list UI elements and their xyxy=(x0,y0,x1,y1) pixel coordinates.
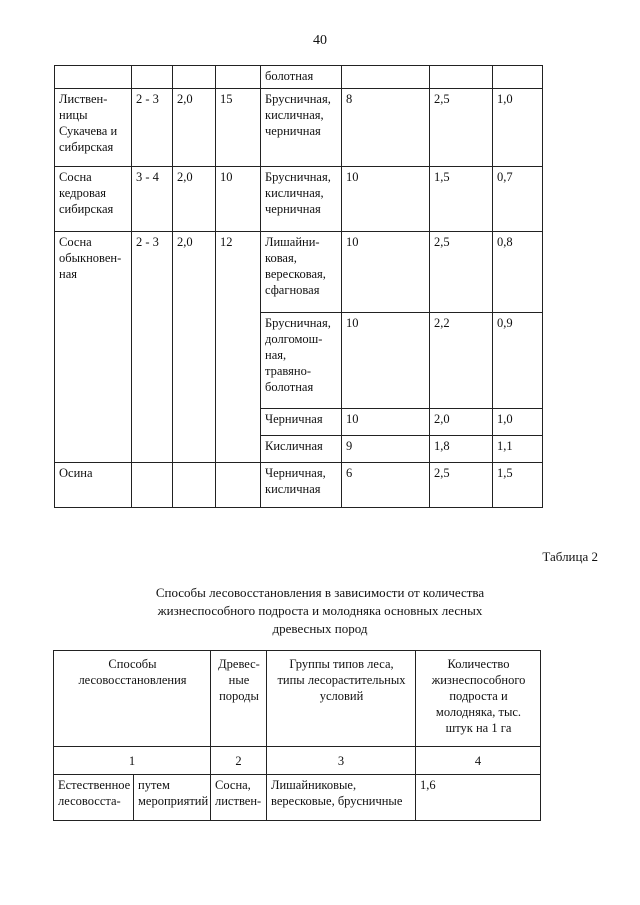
table-number-row xyxy=(54,747,541,775)
value-cell: 2 - 3 xyxy=(132,89,173,167)
value-cell: 10 xyxy=(342,313,430,409)
forest-type-cell: болотная xyxy=(261,66,342,89)
forest-type-cell: Брусничная, кисличная, черничная xyxy=(261,89,342,167)
value-cell: 1,0 xyxy=(493,89,543,167)
value-cell: 0,9 xyxy=(493,313,543,409)
forest-type-cell: Черничная, кисличная xyxy=(261,463,342,508)
value-cell: 2,0 xyxy=(173,167,216,232)
forest-groups-cell: Лишайниковые, вересковые, брусничные xyxy=(267,775,416,821)
header-species: Древес- ные породы xyxy=(211,651,267,747)
species-cell: Листвен- ницы Сукачева и сибирская xyxy=(55,89,132,167)
submethod-cell: путем мероприятий xyxy=(134,775,211,821)
header-methods: Способы лесовосстановления xyxy=(54,651,211,747)
species-cell: Сосна обыкновен- ная xyxy=(55,232,132,463)
forest-type-cell: Черничная xyxy=(261,409,342,436)
quantity-cell: 1,6 xyxy=(416,775,541,821)
reforestation-table xyxy=(53,650,541,821)
header-forest-groups: Группы типов леса, типы лесорастительных условий xyxy=(267,651,416,747)
header-quantity: Количество жизнеспособного подроста и молодняка, тыс. штук на 1 га xyxy=(416,651,541,747)
table-caption: Таблица 2 xyxy=(542,549,598,564)
species-cell: Осина xyxy=(55,463,132,508)
method-cell: Естественное лесовосста- xyxy=(54,775,134,821)
column-number: 2 xyxy=(211,747,267,775)
column-number: 3 xyxy=(267,747,416,775)
page-number: 40 xyxy=(313,33,327,48)
value-cell: 0,7 xyxy=(493,167,543,232)
value-cell: 2 - 3 xyxy=(132,232,173,463)
value-cell: 8 xyxy=(342,89,430,167)
value-cell xyxy=(173,463,216,508)
forest-table xyxy=(54,65,543,508)
value-cell: 1,8 xyxy=(430,436,493,463)
value-cell: 10 xyxy=(342,409,430,436)
table-row xyxy=(55,66,543,89)
table-row xyxy=(54,775,541,821)
value-cell: 0,8 xyxy=(493,232,543,313)
value-cell: 3 - 4 xyxy=(132,167,173,232)
species-cell: Сосна, листвен- xyxy=(211,775,267,821)
table-row xyxy=(55,232,543,313)
table-header-row xyxy=(54,651,541,747)
value-cell: 2,0 xyxy=(173,89,216,167)
value-cell: 2,5 xyxy=(430,232,493,313)
table-row xyxy=(55,89,543,167)
value-cell: 12 xyxy=(216,232,261,463)
forest-type-cell: Кисличная xyxy=(261,436,342,463)
value-cell: 2,0 xyxy=(430,409,493,436)
value-cell: 2,5 xyxy=(430,89,493,167)
value-cell: 10 xyxy=(342,167,430,232)
column-number: 4 xyxy=(416,747,541,775)
value-cell: 9 xyxy=(342,436,430,463)
table-row xyxy=(55,167,543,232)
value-cell: 2,0 xyxy=(173,232,216,463)
table-title: Способы лесовосстановления в зависимости от количества жизнеспособного подроста и молодняка основных лесных древесных пород xyxy=(155,585,485,636)
value-cell xyxy=(132,463,173,508)
forest-type-cell: Брусничная, долгомош- ная, травяно- болотная xyxy=(261,313,342,409)
value-cell: 10 xyxy=(216,167,261,232)
species-cell: Сосна кедровая сибирская xyxy=(55,167,132,232)
value-cell: 1,1 xyxy=(493,436,543,463)
value-cell: 2,2 xyxy=(430,313,493,409)
forest-type-cell: Брусничная, кисличная, черничная xyxy=(261,167,342,232)
value-cell xyxy=(216,463,261,508)
value-cell: 1,5 xyxy=(430,167,493,232)
value-cell: 6 xyxy=(342,463,430,508)
value-cell: 1,5 xyxy=(493,463,543,508)
value-cell: 15 xyxy=(216,89,261,167)
value-cell: 10 xyxy=(342,232,430,313)
forest-type-cell: Лишайни- ковая, вересковая, сфагновая xyxy=(261,232,342,313)
value-cell: 2,5 xyxy=(430,463,493,508)
value-cell: 1,0 xyxy=(493,409,543,436)
table-row xyxy=(55,463,543,508)
column-number: 1 xyxy=(54,747,211,775)
